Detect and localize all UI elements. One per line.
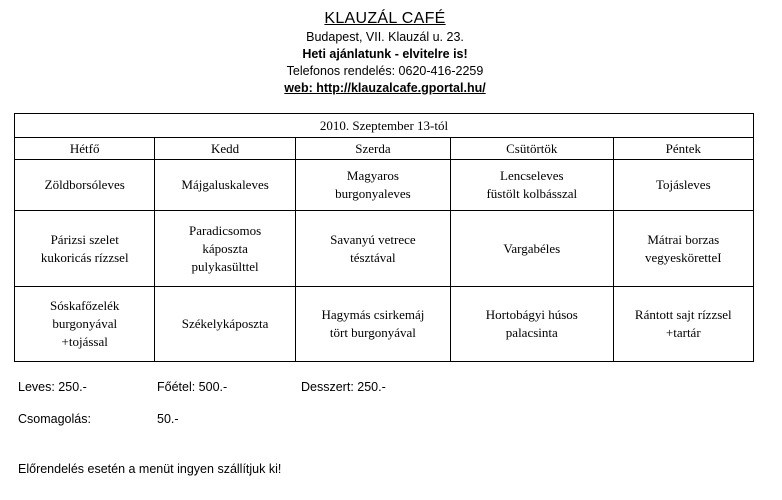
- week-heading: 2010. Szeptember 13-tól: [15, 114, 754, 138]
- menu-cell: Hortobágyi húsos palacsinta: [451, 286, 614, 361]
- menu-cell: Savanyú vetrece tésztával: [295, 211, 450, 286]
- menu-cell: Mátrai borzas vegyesköretteI: [613, 211, 753, 286]
- day-friday: Péntek: [613, 138, 753, 160]
- dessert-price: Desszert: 250.-: [301, 380, 386, 394]
- menu-row-main-1: [15, 211, 754, 286]
- menu-cell: Párizsi szelet kukoricás rízzsel: [15, 211, 155, 286]
- cafe-title: KLAUZÁL CAFÉ: [324, 10, 446, 27]
- packaging-label: Csomagolás:: [18, 412, 91, 426]
- menu-cell: Rántott sajt rízzsel +tartár: [613, 286, 753, 361]
- day-thursday: Csütörtök: [451, 138, 614, 160]
- packaging-row: [18, 412, 318, 428]
- soup-price: Leves: 250.-: [18, 380, 87, 394]
- day-wednesday: Szerda: [295, 138, 450, 160]
- packaging-price: 50.-: [157, 412, 179, 426]
- menu-cell: Magyaros burgonyaleves: [295, 160, 450, 211]
- menu-row-soup: [15, 160, 754, 211]
- header: [0, 9, 770, 97]
- weekly-menu-table: [14, 113, 754, 362]
- delivery-note: Előrendelés esetén a menüt ingyen szállítjuk ki!: [18, 462, 282, 476]
- address: Budapest, VII. Klauzál u. 23.: [306, 30, 464, 44]
- menu-cell: Tojásleves: [613, 160, 753, 211]
- main-price: Főétel: 500.-: [157, 380, 228, 394]
- menu-cell: Hagymás csirkemáj tört burgonyával: [295, 286, 450, 361]
- menu-cell: Sóskafőzelék burgonyával +tojással: [15, 286, 155, 361]
- week-row: [15, 114, 754, 138]
- menu-row-main-2: [15, 286, 754, 361]
- menu-cell: Székelykáposzta: [155, 286, 295, 361]
- phone-line: Telefonos rendelés: 0620-416-2259: [286, 64, 484, 78]
- days-header-row: [15, 138, 754, 160]
- menu-cell: Májgaluskaleves: [155, 160, 295, 211]
- menu-cell: Zöldborsóleves: [15, 160, 155, 211]
- offer-line: Heti ajánlatunk - elvitelre is!: [302, 47, 468, 61]
- menu-cell: Lencseleves füstölt kolbásszal: [451, 160, 614, 211]
- day-tuesday: Kedd: [155, 138, 295, 160]
- day-monday: Hétfő: [15, 138, 155, 160]
- menu-cell: Paradicsomos káposzta pulykasülttel: [155, 211, 295, 286]
- menu-cell: Vargabéles: [451, 211, 614, 286]
- price-row: [18, 380, 738, 396]
- web-link[interactable]: web: http://klauzalcafe.gportal.hu/: [284, 81, 486, 95]
